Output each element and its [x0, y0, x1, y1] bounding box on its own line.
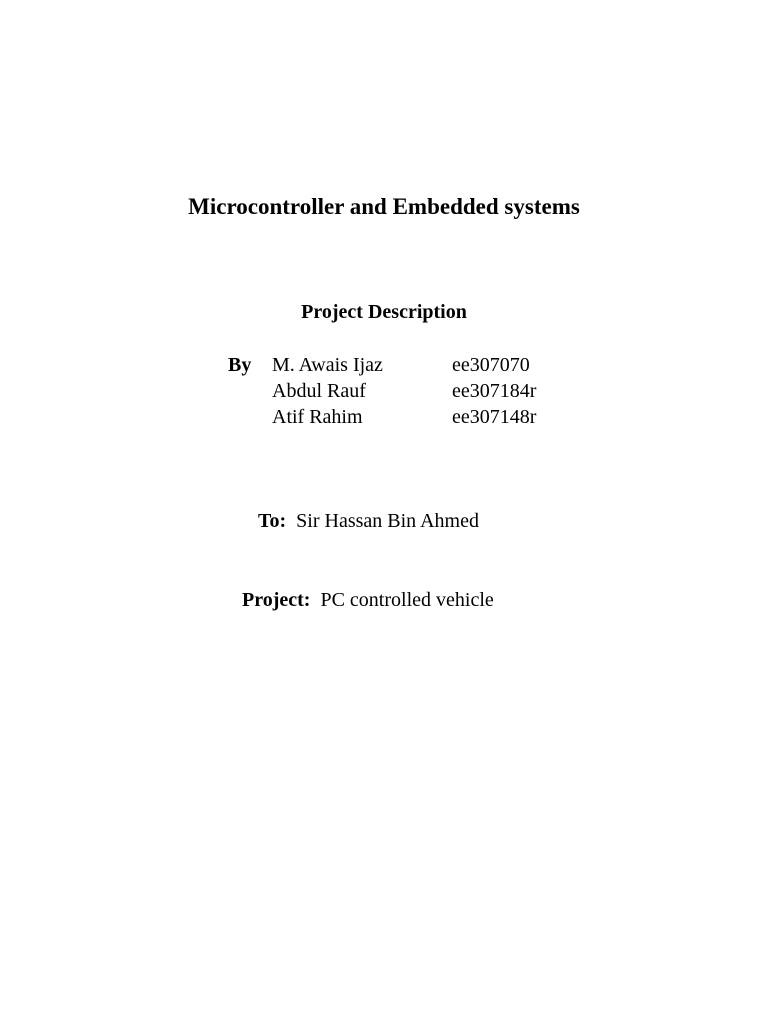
author-id: ee307148r — [452, 406, 537, 428]
author-row — [272, 354, 530, 377]
author-row — [272, 380, 536, 403]
document-subtitle: Project Description — [301, 301, 467, 323]
author-name: M. Awais Ijaz — [272, 354, 383, 376]
author-id: ee307070 — [452, 354, 530, 376]
recipient-line — [258, 510, 479, 533]
author-row — [272, 406, 536, 429]
author-id: ee307184r — [452, 380, 537, 402]
by-label: By — [228, 354, 252, 376]
project-line — [242, 589, 494, 612]
project-label: Project: — [242, 589, 311, 611]
recipient-name: Sir Hassan Bin Ahmed — [296, 510, 479, 532]
to-label: To: — [258, 510, 287, 532]
document-title: Microcontroller and Embedded systems — [188, 194, 580, 219]
project-name: PC controlled vehicle — [320, 589, 494, 611]
author-name: Abdul Rauf — [272, 380, 366, 402]
author-name: Atif Rahim — [272, 406, 363, 428]
